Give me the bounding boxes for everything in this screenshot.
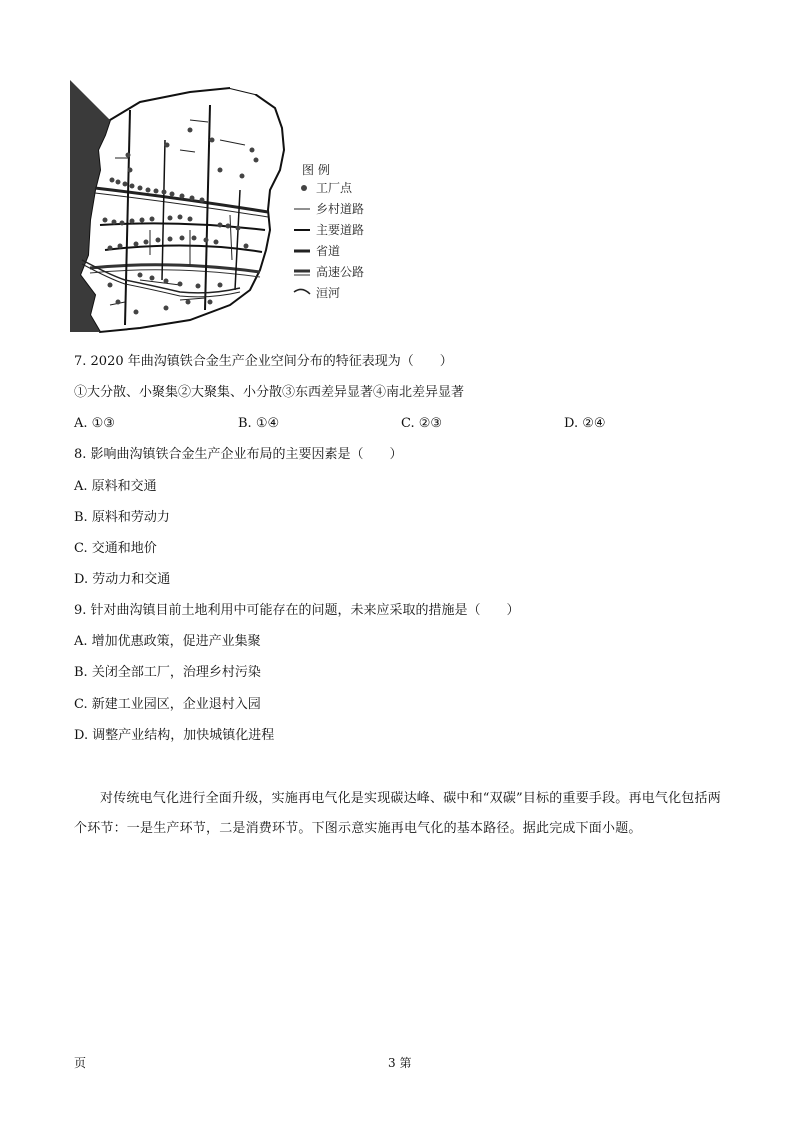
legend-title: 图 例 <box>302 163 330 177</box>
legend-label-provincial-road: 省道 <box>316 244 341 258</box>
option-d[interactable]: D. ②④ <box>564 416 606 431</box>
legend-label-factory: 工厂点 <box>316 181 353 195</box>
question-7-stem: 7. 2020 年曲沟镇铁合金生产企业空间分布的特征表现为（ ） <box>74 354 453 369</box>
footer-left: 页 <box>74 1056 87 1070</box>
footer-page-number: 3 第 <box>388 1056 412 1070</box>
factory-dot-icon <box>301 185 307 191</box>
question-8-option-c[interactable]: C. 交通和地价 <box>74 541 157 556</box>
passage-text: 对传统电气化进行全面升级，实施再电气化是实现碳达峰、碳中和“双碳”目标的重要手段。再电气化包括两个环节：一是生产环节，二是消费环节。下图示意实施再电气化的基本路径。据此完成下面小题。 <box>74 791 721 836</box>
question-8-option-b[interactable]: B. 原料和劳动力 <box>74 510 170 525</box>
question-9-option-a[interactable]: A. 增加优惠政策，促进产业集聚 <box>74 634 261 649</box>
question-7-statements: ①大分散、小聚集②大聚集、小分散③东西差异显著④南北差异显著 <box>74 385 465 400</box>
question-9-option-d[interactable]: D. 调整产业结构，加快城镇化进程 <box>74 728 275 743</box>
outside-area-east <box>230 80 380 94</box>
option-a[interactable]: A. ①③ <box>74 416 115 431</box>
question-8-option-a[interactable]: A. 原料和交通 <box>74 479 157 494</box>
river-line-icon <box>294 289 310 294</box>
town-factory-map <box>70 80 380 345</box>
question-8-stem: 8. 影响曲沟镇铁合金生产企业布局的主要因素是（ ） <box>74 447 403 462</box>
question-8-option-d[interactable]: D. 劳动力和交通 <box>74 572 171 587</box>
option-c[interactable]: C. ②③ <box>401 416 443 431</box>
legend-label-river: 洹河 <box>316 286 341 300</box>
question-9-option-c[interactable]: C. 新建工业园区，企业退村入园 <box>74 697 261 712</box>
legend-label-rural-road: 乡村道路 <box>316 202 365 216</box>
reading-passage <box>74 784 724 844</box>
legend-label-main-road: 主要道路 <box>316 223 365 237</box>
option-b[interactable]: B. ①④ <box>238 416 280 431</box>
map-legend <box>294 162 364 300</box>
legend-label-expressway: 高速公路 <box>316 265 365 279</box>
question-9-option-b[interactable]: B. 关闭全部工厂，治理乡村污染 <box>74 665 261 680</box>
question-9-stem: 9. 针对曲沟镇目前土地利用中可能存在的问题，未来应采取的措施是（ ） <box>74 603 520 618</box>
question-7-options <box>74 415 714 433</box>
